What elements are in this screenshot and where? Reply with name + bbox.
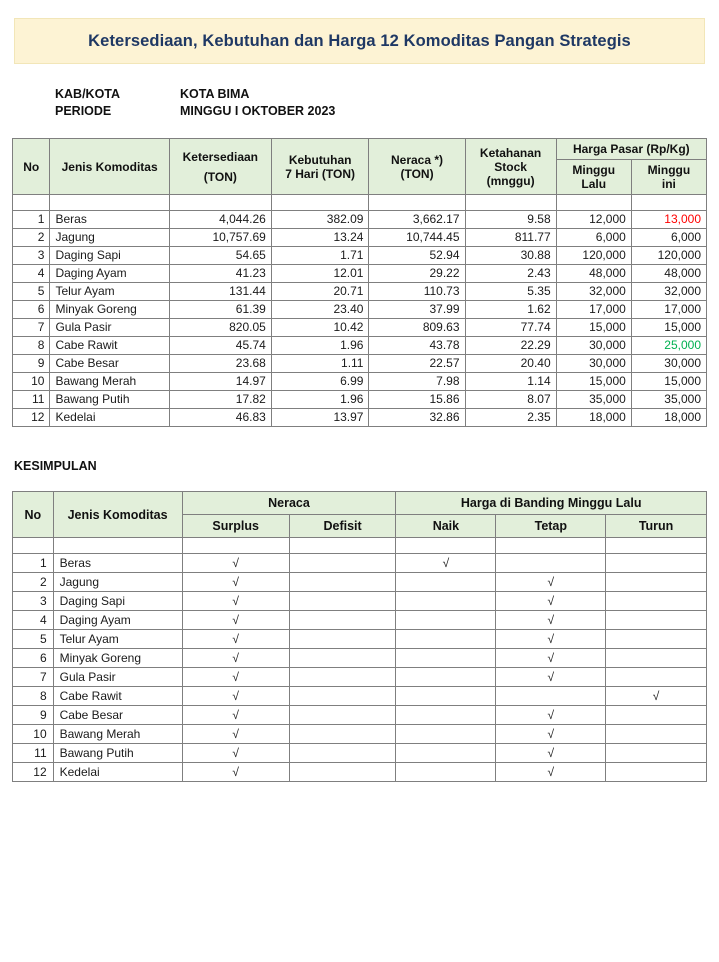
table-spacer-row: [13, 195, 707, 211]
cell-kebutuhan: 20.71: [271, 283, 369, 301]
cell-ketahanan: 9.58: [465, 211, 556, 229]
table-row: [13, 573, 707, 592]
spacer-cell: [169, 195, 271, 211]
cell-defisit: [289, 649, 396, 668]
cell-no: 9: [13, 355, 50, 373]
cell-no: 4: [13, 611, 54, 630]
cell-turun: [606, 554, 707, 573]
meta-label-periode: PERIODE: [55, 104, 112, 118]
spacer-cell: [13, 195, 50, 211]
cell-neraca: 809.63: [369, 319, 465, 337]
cell-no: 5: [13, 283, 50, 301]
cell-nama: Minyak Goreng: [50, 301, 169, 319]
cell-no: 11: [13, 744, 54, 763]
cell-minggu_lalu: 120,000: [556, 247, 631, 265]
cell-minggu_lalu: 35,000: [556, 391, 631, 409]
table-row: [13, 229, 707, 247]
cell-no: 9: [13, 706, 54, 725]
cell-nama: Gula Pasir: [50, 319, 169, 337]
cell-tetap: √: [496, 630, 606, 649]
cell-minggu_ini: 25,000: [631, 337, 706, 355]
cell-no: 12: [13, 409, 50, 427]
cell-no: 5: [13, 630, 54, 649]
cell-surplus: √: [182, 744, 289, 763]
th-minggu-lalu-line2: Lalu: [581, 177, 607, 191]
th-ketersediaan: [169, 139, 271, 195]
spacer-cell: [53, 538, 182, 554]
th-harga-pasar: Harga Pasar (Rp/Kg): [556, 139, 706, 160]
cell-tetap: [496, 687, 606, 706]
cell-surplus: √: [182, 725, 289, 744]
cell-nama: Cabe Besar: [53, 706, 182, 725]
commodity-table-body: [13, 195, 707, 427]
th-kebutuhan-unit: 7 Hari (TON): [285, 166, 356, 181]
cell-turun: [606, 573, 707, 592]
cell-minggu_ini: 32,000: [631, 283, 706, 301]
cell-turun: [606, 649, 707, 668]
table-row: [13, 668, 707, 687]
cell-no: 6: [13, 301, 50, 319]
spacer-cell: [13, 538, 54, 554]
cell-ketersediaan: 45.74: [169, 337, 271, 355]
cell-naik: [396, 706, 496, 725]
cell-tetap: √: [496, 744, 606, 763]
cell-nama: Bawang Putih: [50, 391, 169, 409]
spacer-cell: [289, 538, 396, 554]
cell-defisit: [289, 611, 396, 630]
cell-kebutuhan: 1.96: [271, 337, 369, 355]
cell-minggu_ini: 15,000: [631, 373, 706, 391]
cell-ketersediaan: 61.39: [169, 301, 271, 319]
spacer-cell: [465, 195, 556, 211]
th-minggu-lalu: [556, 160, 631, 195]
cell-minggu_lalu: 30,000: [556, 355, 631, 373]
cell-ketahanan: 811.77: [465, 229, 556, 247]
cell-tetap: √: [496, 725, 606, 744]
table-row: [13, 611, 707, 630]
th-kebutuhan-line1: Kebutuhan: [288, 152, 352, 167]
cell-minggu_ini: 120,000: [631, 247, 706, 265]
cell-naik: [396, 744, 496, 763]
cell-turun: [606, 592, 707, 611]
spacer-cell: [631, 195, 706, 211]
table-row: [13, 373, 707, 391]
th-ketersediaan-unit: (TON): [203, 169, 237, 184]
cell-tetap: √: [496, 611, 606, 630]
table-row: [13, 319, 707, 337]
cell-kebutuhan: 1.71: [271, 247, 369, 265]
cell-naik: [396, 611, 496, 630]
table-row: [13, 337, 707, 355]
cell-surplus: √: [182, 592, 289, 611]
kesimpulan-spacer-row: [13, 538, 707, 554]
cell-no: 12: [13, 763, 54, 782]
cell-ketahanan: 1.14: [465, 373, 556, 391]
th-neraca: [369, 139, 465, 195]
cell-minggu_lalu: 32,000: [556, 283, 631, 301]
th-minggu-ini-line2: ini: [661, 177, 676, 191]
cell-ketersediaan: 41.23: [169, 265, 271, 283]
cell-kebutuhan: 13.24: [271, 229, 369, 247]
cell-nama: Cabe Rawit: [50, 337, 169, 355]
cell-tetap: √: [496, 573, 606, 592]
cell-ketahanan: 8.07: [465, 391, 556, 409]
cell-nama: Cabe Besar: [50, 355, 169, 373]
cell-defisit: [289, 668, 396, 687]
table-row: [13, 725, 707, 744]
cell-minggu_ini: 18,000: [631, 409, 706, 427]
table-row: [13, 247, 707, 265]
cell-nama: Telur Ayam: [53, 630, 182, 649]
cell-turun: [606, 668, 707, 687]
cell-nama: Jagung: [53, 573, 182, 592]
table-row: [13, 592, 707, 611]
cell-neraca: 15.86: [369, 391, 465, 409]
cell-ketahanan: 5.35: [465, 283, 556, 301]
cell-turun: [606, 725, 707, 744]
cell-ketahanan: 22.29: [465, 337, 556, 355]
cell-tetap: √: [496, 706, 606, 725]
cell-turun: [606, 744, 707, 763]
cell-nama: Kedelai: [50, 409, 169, 427]
cell-defisit: [289, 725, 396, 744]
cell-no: 2: [13, 573, 54, 592]
cell-nama: Daging Ayam: [53, 611, 182, 630]
cell-surplus: √: [182, 687, 289, 706]
cell-surplus: √: [182, 554, 289, 573]
cell-nama: Daging Sapi: [50, 247, 169, 265]
cell-surplus: √: [182, 630, 289, 649]
cell-kebutuhan: 382.09: [271, 211, 369, 229]
cell-ketahanan: 77.74: [465, 319, 556, 337]
header-row-1: [13, 139, 707, 160]
th2-defisit: Defisit: [289, 515, 396, 538]
cell-naik: [396, 763, 496, 782]
cell-tetap: √: [496, 649, 606, 668]
th-ketersediaan-line1: Ketersediaan: [182, 149, 258, 164]
spacer-cell: [182, 538, 289, 554]
table-row: [13, 706, 707, 725]
cell-minggu_lalu: 12,000: [556, 211, 631, 229]
cell-surplus: √: [182, 649, 289, 668]
cell-neraca: 29.22: [369, 265, 465, 283]
th-neraca-unit: (TON): [400, 166, 434, 181]
cell-no: 3: [13, 247, 50, 265]
cell-nama: Telur Ayam: [50, 283, 169, 301]
cell-nama: Minyak Goreng: [53, 649, 182, 668]
cell-nama: Daging Ayam: [50, 265, 169, 283]
table-row: [13, 630, 707, 649]
cell-minggu_ini: 35,000: [631, 391, 706, 409]
page-title: Ketersediaan, Kebutuhan dan Harga 12 Komoditas Pangan Strategis: [88, 31, 631, 50]
cell-nama: Kedelai: [53, 763, 182, 782]
cell-naik: [396, 573, 496, 592]
th2-harga-banding: Harga di Banding Minggu Lalu: [396, 492, 707, 515]
table-row: [13, 265, 707, 283]
th-ketahanan-unit: (mnggu): [486, 173, 535, 188]
cell-neraca: 37.99: [369, 301, 465, 319]
th-ketahanan-line1: Ketahanan: [479, 145, 542, 160]
spacer-cell: [50, 195, 169, 211]
th2-tetap: Tetap: [496, 515, 606, 538]
table-row: [13, 301, 707, 319]
cell-minggu_ini: 6,000: [631, 229, 706, 247]
cell-no: 11: [13, 391, 50, 409]
cell-kebutuhan: 13.97: [271, 409, 369, 427]
cell-naik: [396, 687, 496, 706]
meta-row-periode: [55, 103, 719, 120]
cell-nama: Bawang Putih: [53, 744, 182, 763]
cell-no: 10: [13, 725, 54, 744]
cell-ketersediaan: 131.44: [169, 283, 271, 301]
kesimpulan-table-body: [13, 538, 707, 782]
cell-no: 4: [13, 265, 50, 283]
cell-no: 8: [13, 337, 50, 355]
cell-no: 6: [13, 649, 54, 668]
meta-row-kabkota: [55, 86, 719, 103]
cell-nama: Bawang Merah: [50, 373, 169, 391]
cell-minggu_ini: 13,000: [631, 211, 706, 229]
cell-ketahanan: 20.40: [465, 355, 556, 373]
cell-turun: √: [606, 687, 707, 706]
cell-naik: [396, 630, 496, 649]
cell-ketersediaan: 17.82: [169, 391, 271, 409]
cell-ketersediaan: 10,757.69: [169, 229, 271, 247]
cell-kebutuhan: 23.40: [271, 301, 369, 319]
cell-tetap: [496, 554, 606, 573]
cell-ketahanan: 1.62: [465, 301, 556, 319]
document-page: [0, 18, 719, 962]
cell-no: 1: [13, 211, 50, 229]
kesimpulan-table: [12, 491, 707, 782]
table-row: [13, 687, 707, 706]
cell-defisit: [289, 630, 396, 649]
cell-naik: [396, 592, 496, 611]
cell-kebutuhan: 10.42: [271, 319, 369, 337]
th2-no: No: [13, 492, 54, 538]
cell-no: 1: [13, 554, 54, 573]
cell-turun: [606, 611, 707, 630]
cell-defisit: [289, 554, 396, 573]
cell-no: 7: [13, 319, 50, 337]
th-minggu-ini: [631, 160, 706, 195]
th2-turun: Turun: [606, 515, 707, 538]
spacer-cell: [271, 195, 369, 211]
cell-neraca: 43.78: [369, 337, 465, 355]
cell-minggu_ini: 30,000: [631, 355, 706, 373]
cell-surplus: √: [182, 706, 289, 725]
cell-ketahanan: 2.35: [465, 409, 556, 427]
cell-surplus: √: [182, 763, 289, 782]
cell-neraca: 7.98: [369, 373, 465, 391]
th2-surplus: Surplus: [182, 515, 289, 538]
cell-surplus: √: [182, 611, 289, 630]
cell-kebutuhan: 1.96: [271, 391, 369, 409]
cell-naik: √: [396, 554, 496, 573]
cell-defisit: [289, 744, 396, 763]
cell-minggu_lalu: 30,000: [556, 337, 631, 355]
commodity-table: [12, 138, 707, 427]
main-table-wrap: [12, 138, 707, 427]
th-neraca-line1: Neraca *): [390, 152, 444, 167]
cell-minggu_lalu: 6,000: [556, 229, 631, 247]
cell-nama: Daging Sapi: [53, 592, 182, 611]
th-komoditas: Jenis Komoditas: [50, 139, 169, 195]
cell-defisit: [289, 592, 396, 611]
cell-neraca: 10,744.45: [369, 229, 465, 247]
cell-defisit: [289, 573, 396, 592]
cell-minggu_lalu: 17,000: [556, 301, 631, 319]
spacer-cell: [496, 538, 606, 554]
th2-neraca: Neraca: [182, 492, 396, 515]
cell-surplus: √: [182, 668, 289, 687]
table-row: [13, 554, 707, 573]
cell-naik: [396, 668, 496, 687]
cell-no: 3: [13, 592, 54, 611]
table-row: [13, 391, 707, 409]
cell-ketersediaan: 14.97: [169, 373, 271, 391]
cell-minggu_ini: 15,000: [631, 319, 706, 337]
th-kebutuhan: [271, 139, 369, 195]
cell-defisit: [289, 687, 396, 706]
cell-surplus: √: [182, 573, 289, 592]
cell-neraca: 3,662.17: [369, 211, 465, 229]
spacer-cell: [606, 538, 707, 554]
commodity-table-head: [13, 139, 707, 195]
spacer-cell: [396, 538, 496, 554]
cell-naik: [396, 649, 496, 668]
cell-ketersediaan: 23.68: [169, 355, 271, 373]
cell-neraca: 32.86: [369, 409, 465, 427]
report-meta: [55, 86, 719, 120]
cell-no: 10: [13, 373, 50, 391]
cell-minggu_lalu: 18,000: [556, 409, 631, 427]
th-no: No: [13, 139, 50, 195]
cell-minggu_lalu: 15,000: [556, 373, 631, 391]
cell-no: 7: [13, 668, 54, 687]
table-row: [13, 211, 707, 229]
table-row: [13, 355, 707, 373]
cell-neraca: 110.73: [369, 283, 465, 301]
cell-tetap: √: [496, 668, 606, 687]
cell-tetap: √: [496, 763, 606, 782]
cell-ketahanan: 30.88: [465, 247, 556, 265]
th-minggu-lalu-line1: Minggu: [572, 163, 616, 177]
cell-ketersediaan: 4,044.26: [169, 211, 271, 229]
cell-minggu_ini: 48,000: [631, 265, 706, 283]
table-row: [13, 763, 707, 782]
cell-no: 2: [13, 229, 50, 247]
th-ketahanan-stock: [465, 139, 556, 195]
cell-neraca: 52.94: [369, 247, 465, 265]
cell-tetap: √: [496, 592, 606, 611]
meta-value-kabkota: KOTA BIMA: [180, 87, 250, 101]
table-row: [13, 283, 707, 301]
kesimpulan-header-row-1: [13, 492, 707, 515]
th2-komoditas: Jenis Komoditas: [53, 492, 182, 538]
table-row: [13, 744, 707, 763]
cell-ketersediaan: 46.83: [169, 409, 271, 427]
cell-nama: Beras: [53, 554, 182, 573]
meta-value-periode: MINGGU I OKTOBER 2023: [180, 104, 336, 118]
cell-nama: Cabe Rawit: [53, 687, 182, 706]
cell-neraca: 22.57: [369, 355, 465, 373]
cell-kebutuhan: 6.99: [271, 373, 369, 391]
cell-minggu_lalu: 48,000: [556, 265, 631, 283]
cell-turun: [606, 630, 707, 649]
cell-nama: Gula Pasir: [53, 668, 182, 687]
cell-minggu_lalu: 15,000: [556, 319, 631, 337]
cell-kebutuhan: 12.01: [271, 265, 369, 283]
th-ketahanan-line2: Stock: [494, 159, 527, 174]
title-banner: [14, 18, 705, 64]
kesimpulan-table-head: [13, 492, 707, 538]
cell-defisit: [289, 763, 396, 782]
table-row: [13, 409, 707, 427]
cell-defisit: [289, 706, 396, 725]
meta-label-kabkota: KAB/KOTA: [55, 87, 121, 101]
cell-minggu_ini: 17,000: [631, 301, 706, 319]
cell-kebutuhan: 1.11: [271, 355, 369, 373]
cell-ketersediaan: 54.65: [169, 247, 271, 265]
cell-naik: [396, 725, 496, 744]
table-row: [13, 649, 707, 668]
cell-no: 8: [13, 687, 54, 706]
kesimpulan-table-wrap: [12, 491, 707, 782]
th2-naik: Naik: [396, 515, 496, 538]
cell-turun: [606, 706, 707, 725]
spacer-cell: [369, 195, 465, 211]
cell-ketahanan: 2.43: [465, 265, 556, 283]
cell-ketersediaan: 820.05: [169, 319, 271, 337]
spacer-cell: [556, 195, 631, 211]
th-minggu-ini-line1: Minggu: [647, 163, 691, 177]
cell-nama: Jagung: [50, 229, 169, 247]
kesimpulan-heading: KESIMPULAN: [14, 459, 97, 473]
cell-nama: Beras: [50, 211, 169, 229]
cell-nama: Bawang Merah: [53, 725, 182, 744]
cell-turun: [606, 763, 707, 782]
